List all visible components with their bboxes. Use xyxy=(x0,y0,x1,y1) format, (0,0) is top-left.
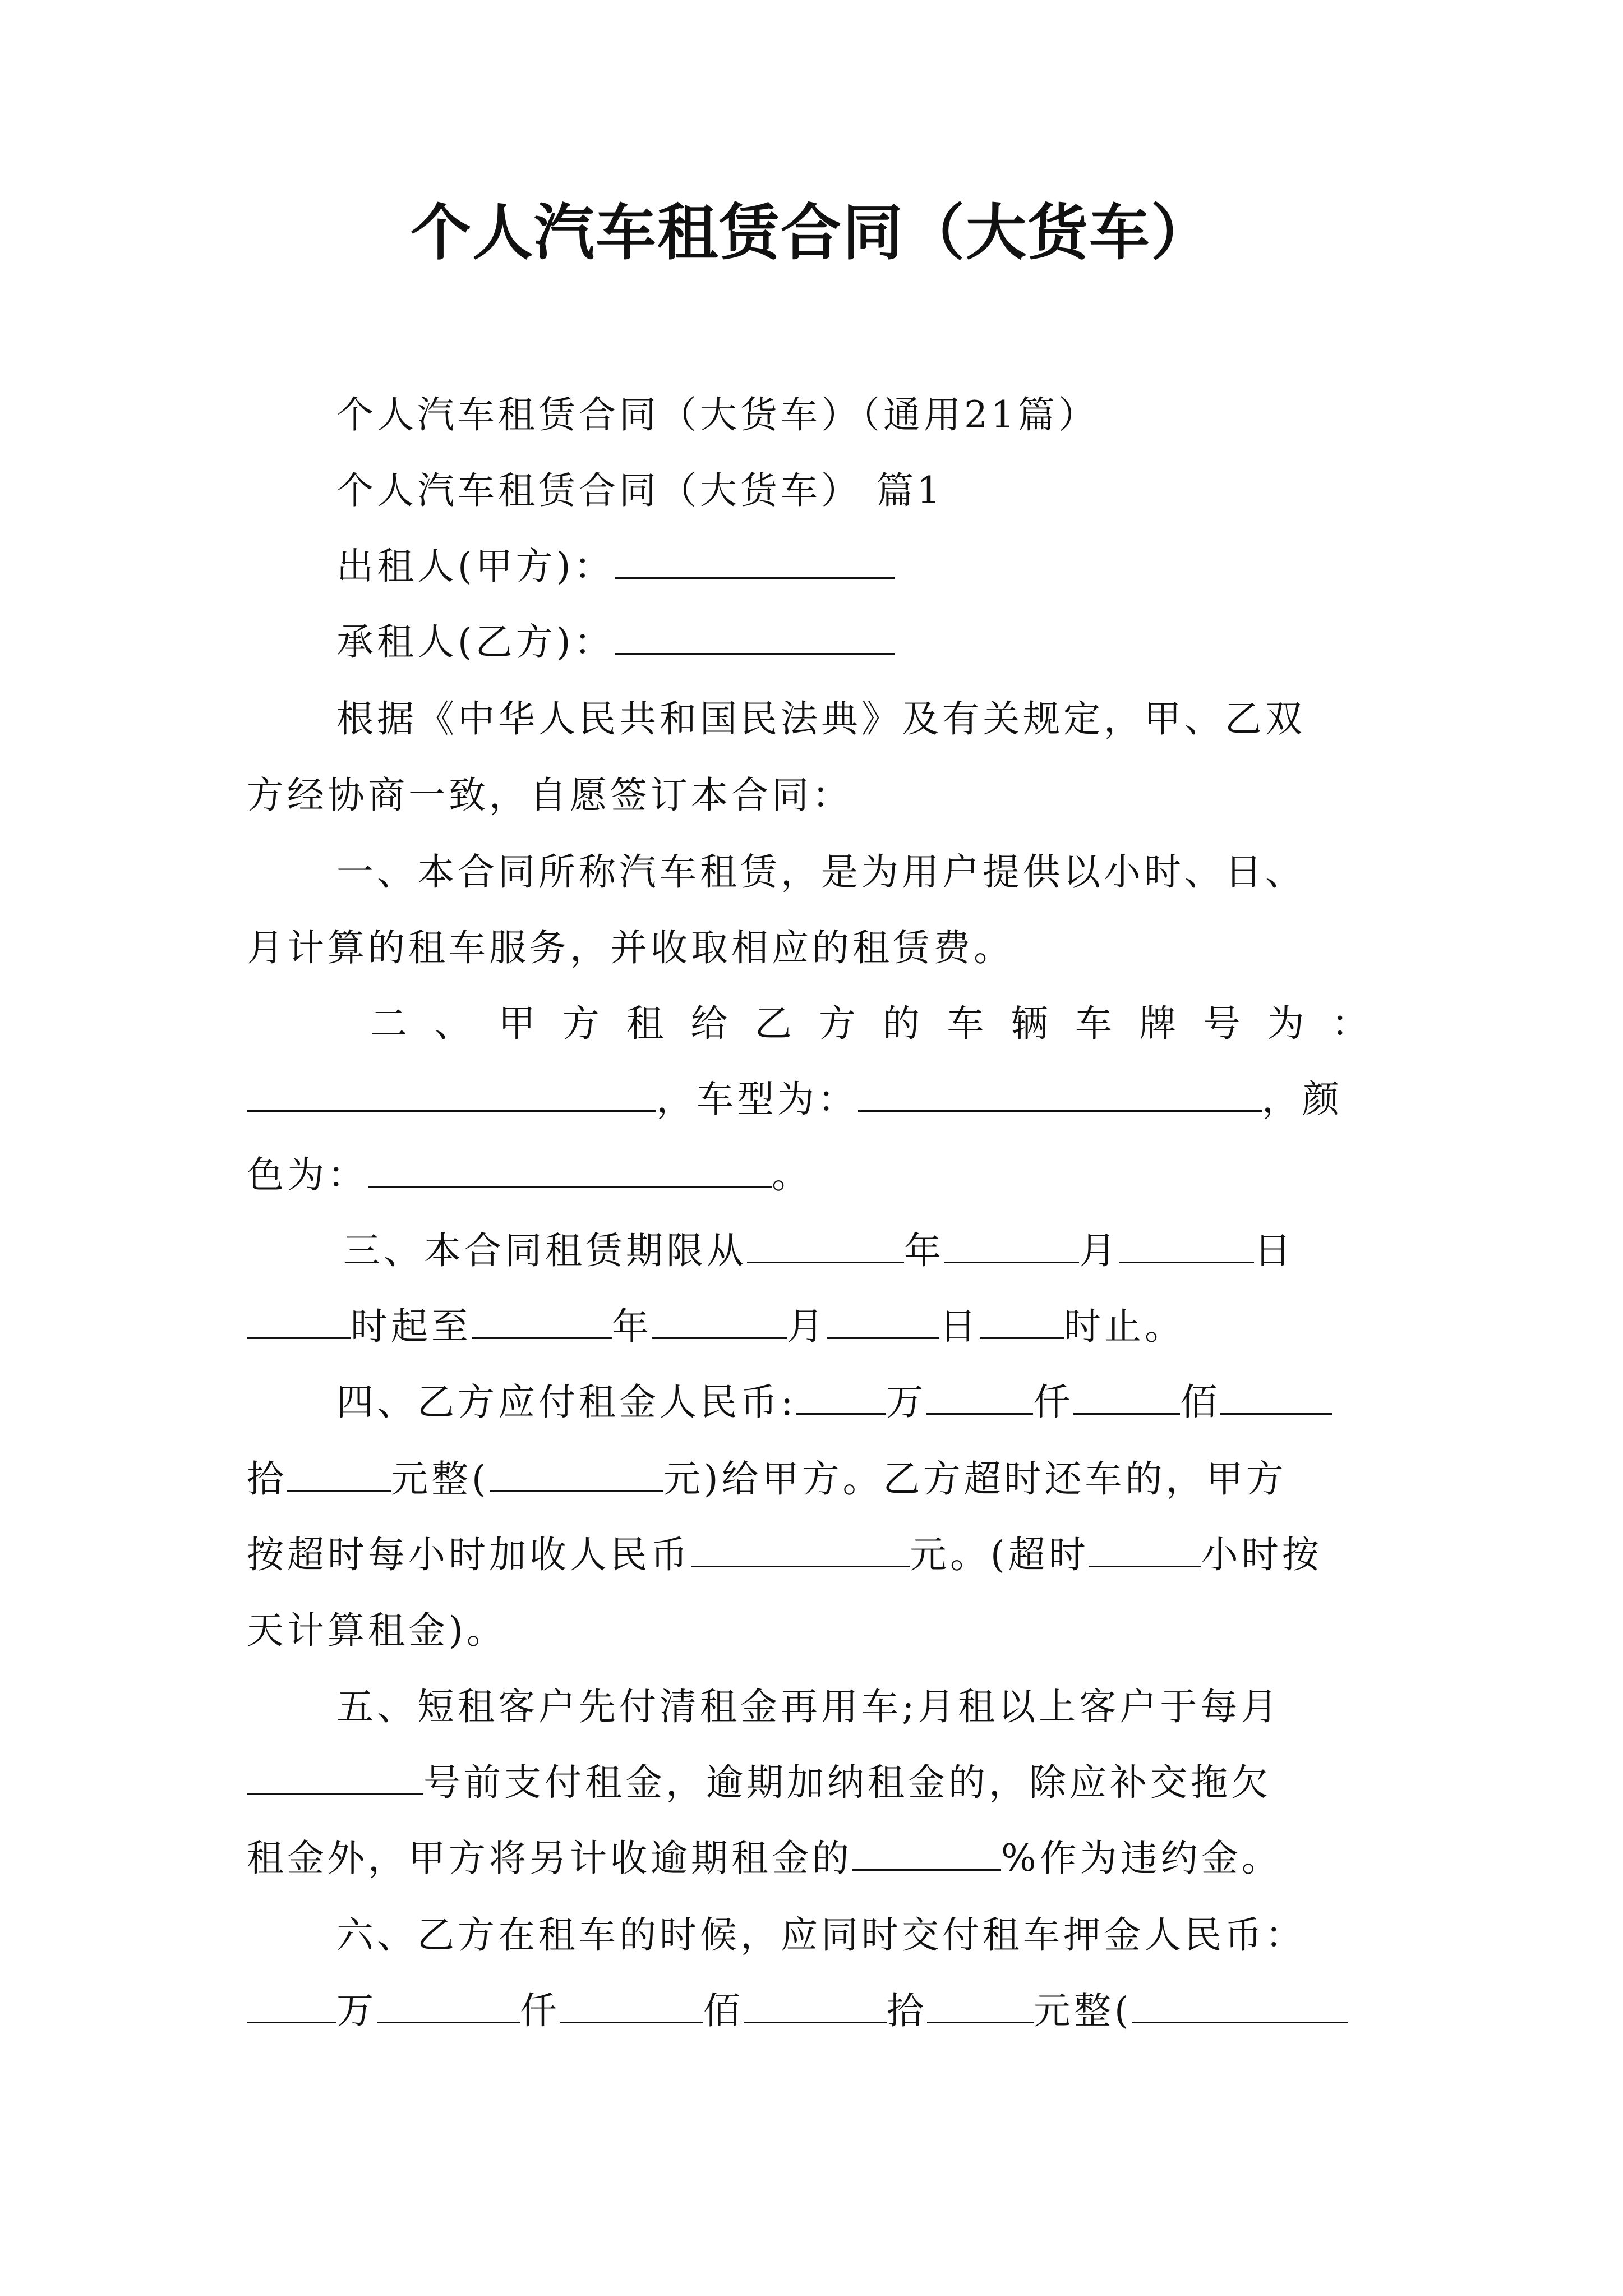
penalty-percent-blank[interactable] xyxy=(852,1834,1001,1871)
clause6-line-2 xyxy=(247,1983,1391,2039)
clause2-char: 方 xyxy=(562,1002,600,1045)
end-hour-blank[interactable] xyxy=(980,1303,1064,1339)
document-subtitle: 个人汽车租赁合同（大货车）（通用21篇） xyxy=(336,393,1099,436)
yuan-zheng-label: 元整( xyxy=(1034,1989,1132,2032)
clause4-line-2 xyxy=(247,1451,1391,1507)
rent-qian-blank[interactable] xyxy=(926,1378,1033,1415)
clause5-line-2 xyxy=(247,1755,1391,1811)
lessee-blank[interactable] xyxy=(615,618,895,655)
end-month-blank[interactable] xyxy=(652,1303,787,1339)
shi-label: 拾 xyxy=(247,1457,287,1501)
rent-wan-blank[interactable] xyxy=(796,1378,886,1415)
rent-yuan-blank[interactable] xyxy=(287,1455,391,1492)
clause3-line-1 xyxy=(343,1223,1398,1279)
clause4-text-2: 元)给甲方。乙方超时还车的，甲方 xyxy=(663,1457,1287,1501)
page-title: 个人汽车租赁合同（大货车） xyxy=(410,197,1212,268)
clause3-text: 三、本合同租赁期限从 xyxy=(343,1229,747,1272)
section-heading: 个人汽车租赁合同（大货车） 篇1 xyxy=(336,469,944,512)
clause5-end: %作为违约金。 xyxy=(1001,1837,1282,1880)
month-label: 月 xyxy=(787,1305,827,1348)
clause5-line-3 xyxy=(247,1830,1391,1887)
clause2-char: 车 xyxy=(947,1002,984,1045)
deposit-shi-blank[interactable] xyxy=(744,1987,887,2023)
clause2-char: 车 xyxy=(1075,1002,1112,1045)
day-label: 日 xyxy=(1254,1229,1294,1272)
lessee-label: 承租人(乙方)： xyxy=(336,620,615,664)
day-label: 日 xyxy=(939,1305,980,1348)
car-model-blank[interactable] xyxy=(858,1075,1262,1112)
clause2-char: 牌 xyxy=(1139,1002,1177,1045)
clause2-char: 甲 xyxy=(498,1002,536,1045)
wan-label: 万 xyxy=(886,1381,927,1424)
lessee-line xyxy=(336,614,1391,670)
bai-label: 佰 xyxy=(703,1989,744,2032)
clause2-char: 的 xyxy=(883,1002,920,1045)
clause4-text: 四、乙方应付租金人民币: xyxy=(336,1381,797,1424)
clause3-end: 时止。 xyxy=(1064,1305,1185,1348)
rent-bai-blank[interactable] xyxy=(1073,1378,1180,1415)
overtime-hours-blank[interactable] xyxy=(1089,1531,1201,1567)
clause6-line-1: 六、乙方在租车的时候，应同时交付租车押金人民币： xyxy=(336,1913,1306,1957)
rent-amount-blank[interactable] xyxy=(490,1455,663,1492)
qian-label: 仟 xyxy=(520,1989,560,2032)
clause5-text-2: 号前支付租金，逾期加纳租金的，除应补交拖欠 xyxy=(423,1761,1271,1804)
payment-day-blank[interactable] xyxy=(247,1759,423,1795)
overtime-rate-blank[interactable] xyxy=(691,1531,910,1567)
wan-label: 万 xyxy=(336,1989,377,2032)
clause2-char: 方 xyxy=(818,1002,856,1045)
start-year-blank[interactable] xyxy=(747,1227,904,1263)
overtime-yuan-text: 元。(超时 xyxy=(910,1533,1089,1576)
plate-number-blank[interactable] xyxy=(247,1075,656,1112)
deposit-qian-blank[interactable] xyxy=(377,1987,520,2023)
lessor-blank[interactable] xyxy=(615,542,895,579)
clause2-line-1 xyxy=(370,996,1368,1052)
overtime-text: 按超时每小时加收人民币 xyxy=(247,1533,691,1576)
end-year-blank[interactable] xyxy=(472,1303,612,1339)
year-label: 年 xyxy=(904,1229,944,1272)
clause1-line-1: 一、本合同所称汽车租赁，是为用户提供以小时、日、 xyxy=(336,850,1306,894)
lessor-line xyxy=(336,539,1391,595)
deposit-bai-blank[interactable] xyxy=(560,1987,703,2023)
rent-shi-blank[interactable] xyxy=(1220,1378,1332,1415)
lessor-label: 出租人(甲方)： xyxy=(336,545,615,588)
deposit-yuan-blank[interactable] xyxy=(927,1987,1034,2023)
start-month-blank[interactable] xyxy=(944,1227,1079,1263)
car-model-label: ，车型为： xyxy=(656,1078,858,1121)
month-label: 月 xyxy=(1079,1229,1119,1272)
intro-line-1: 根据《中华人民共和国民法典》及有关规定，甲、乙双 xyxy=(336,697,1306,740)
clause3-line-2 xyxy=(247,1299,1391,1355)
clause5-text-3: 租金外，甲方将另计收逾期租金的 xyxy=(247,1837,852,1880)
color-label: 色为： xyxy=(247,1153,368,1197)
start-hour-blank[interactable] xyxy=(247,1303,351,1339)
overtime-hours-text: 小时按 xyxy=(1201,1533,1322,1576)
color-blank[interactable] xyxy=(368,1151,772,1188)
clause2-line-2 xyxy=(247,1071,1391,1128)
clause2-char: 租 xyxy=(626,1002,664,1045)
end-day-blank[interactable] xyxy=(827,1303,939,1339)
start-day-blank[interactable] xyxy=(1119,1227,1254,1263)
clause2-char: 、 xyxy=(434,1002,472,1045)
clause2-char: 乙 xyxy=(754,1002,792,1045)
intro-line-2: 方经协商一致，自愿签订本合同： xyxy=(247,774,852,817)
clause4-line-4: 天计算租金)。 xyxy=(247,1609,507,1652)
clause4-line-3 xyxy=(247,1527,1391,1583)
color-label-start: ，颜 xyxy=(1262,1078,1343,1121)
clause4-line-1 xyxy=(336,1374,1391,1430)
clause2-char: 号 xyxy=(1203,1002,1241,1045)
clause2-line-3 xyxy=(247,1147,1391,1203)
clause5-line-1: 五、短租客户先付清租金再用车;月租以上客户于每月 xyxy=(336,1685,1281,1728)
qian-label: 仟 xyxy=(1033,1381,1074,1424)
deposit-amount-blank[interactable] xyxy=(1132,1987,1348,2023)
clause2-char: 给 xyxy=(690,1002,728,1045)
yuan-zheng-label: 元整( xyxy=(391,1457,490,1501)
year-label: 年 xyxy=(612,1305,652,1348)
clause2-char: ： xyxy=(1331,1002,1368,1045)
bai-label: 佰 xyxy=(1180,1381,1221,1424)
clause3-from-to: 时起至 xyxy=(351,1305,472,1348)
clause1-line-2: 月计算的租车服务，并收取相应的租赁费。 xyxy=(247,926,1014,969)
clause2-char: 为 xyxy=(1267,1002,1304,1045)
shi-label: 拾 xyxy=(887,1989,927,2032)
clause2-char: 二 xyxy=(370,1002,407,1045)
clause2-end: 。 xyxy=(772,1153,812,1197)
deposit-wan-blank[interactable] xyxy=(247,1987,336,2023)
clause2-char: 辆 xyxy=(1011,1002,1048,1045)
